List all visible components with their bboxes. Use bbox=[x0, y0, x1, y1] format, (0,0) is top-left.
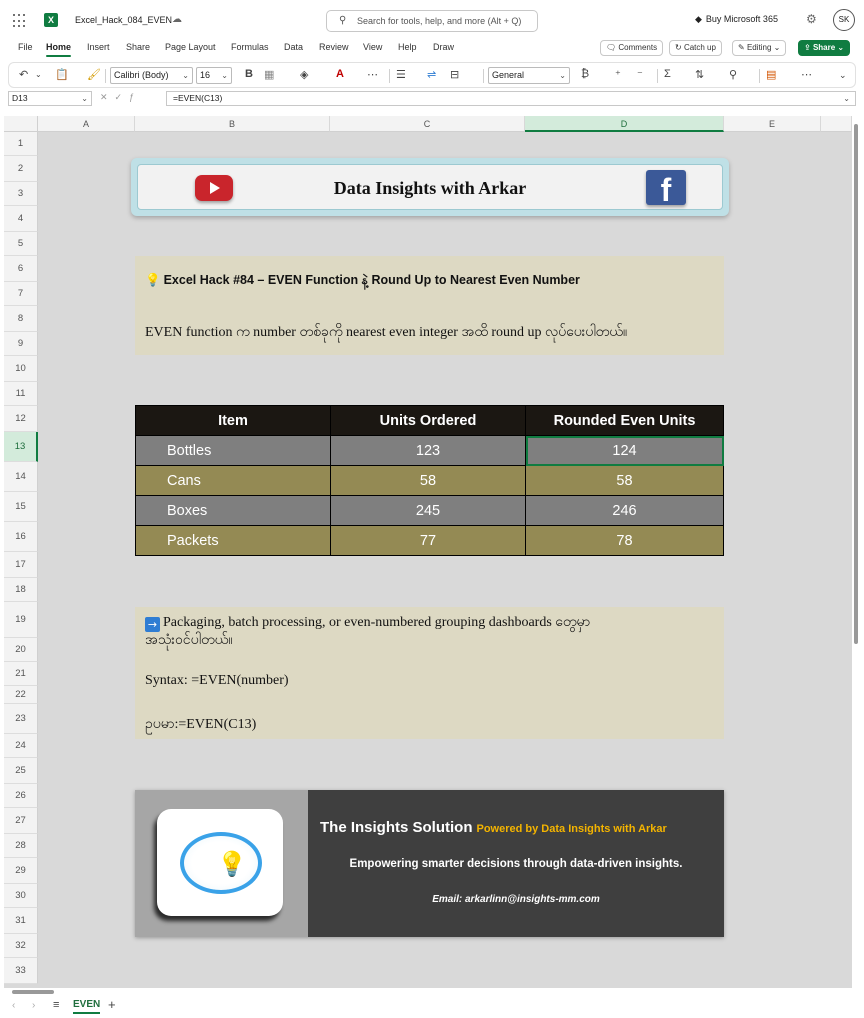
editing-label: Editing bbox=[746, 43, 772, 52]
row-header-16[interactable]: 16 bbox=[4, 522, 38, 552]
font-size-select[interactable]: 16 ⌄ bbox=[196, 67, 232, 84]
row-header-19[interactable]: 19 bbox=[4, 602, 38, 638]
banner-title: Data Insights with Arkar bbox=[333, 178, 527, 198]
row-header-23[interactable]: 23 bbox=[4, 704, 38, 734]
logo-panel bbox=[135, 790, 308, 937]
cell-even[interactable]: 78 bbox=[526, 526, 724, 556]
row-header-29[interactable]: 29 bbox=[4, 858, 38, 884]
number-format-select[interactable]: General ⌄ bbox=[488, 67, 570, 84]
app-launcher-icon[interactable] bbox=[13, 14, 27, 28]
row-header-21[interactable]: 21 bbox=[4, 662, 38, 686]
header-rounded-even-units[interactable]: Rounded Even Units bbox=[526, 406, 724, 436]
borders-icon[interactable]: ▦ bbox=[264, 69, 275, 81]
horizontal-scrollbar[interactable] bbox=[4, 988, 852, 996]
cell-item[interactable]: Boxes bbox=[136, 496, 331, 526]
intro-heading: Excel Hack #84 – EVEN Function နဲ့ Round Up to Nearest Even Number bbox=[163, 273, 580, 287]
header-units-ordered[interactable]: Units Ordered bbox=[331, 406, 526, 436]
example-text: ဥပမာ:=EVEN(C13) bbox=[145, 717, 257, 732]
fill-color-icon[interactable]: ◈ bbox=[300, 69, 309, 81]
search-placeholder: Search for tools, help, and more (Alt + Q) bbox=[357, 16, 522, 26]
row-header-17[interactable]: 17 bbox=[4, 552, 38, 578]
row-header-6[interactable]: 6 bbox=[4, 256, 38, 282]
usage-line-2: အသုံးဝင်ပါတယ်။ bbox=[145, 633, 233, 648]
find-icon[interactable]: ⚲ bbox=[729, 69, 738, 81]
all-sheets-menu-icon[interactable]: ≡ bbox=[53, 999, 60, 1011]
arrow-right-icon: → bbox=[145, 617, 160, 632]
tab-share[interactable]: Share bbox=[126, 42, 151, 52]
column-header-b[interactable]: B bbox=[135, 116, 330, 132]
worksheet-grid[interactable] bbox=[4, 116, 852, 988]
header-item[interactable]: Item bbox=[136, 406, 331, 436]
file-name[interactable]: Excel_Hack_084_EVEN bbox=[75, 15, 173, 25]
row-header-28[interactable]: 28 bbox=[4, 834, 38, 858]
tab-review[interactable]: Review bbox=[319, 42, 349, 52]
cell-item[interactable]: Packets bbox=[136, 526, 331, 556]
column-header-e[interactable]: E bbox=[724, 116, 821, 132]
font-size-value: 16 bbox=[200, 70, 211, 80]
comments-label: Comments bbox=[618, 43, 658, 52]
formula-bar bbox=[8, 91, 856, 106]
row-header-7[interactable]: 7 bbox=[4, 282, 38, 306]
logo-ring bbox=[180, 832, 262, 894]
more-options-icon[interactable]: ⋯ bbox=[801, 69, 812, 81]
catch-up-button[interactable]: ↻ Catch up bbox=[669, 40, 722, 56]
row-header-25[interactable]: 25 bbox=[4, 758, 38, 784]
undo-dropdown-icon[interactable]: ⌄ bbox=[35, 70, 42, 79]
align-icon[interactable]: ☰ bbox=[396, 69, 406, 81]
tab-insert[interactable]: Insert bbox=[87, 42, 110, 52]
column-header-d[interactable]: D bbox=[525, 116, 724, 132]
row-header-1[interactable]: 1 bbox=[4, 132, 38, 156]
formula-controls-icon[interactable]: ✕✓ƒ bbox=[100, 92, 142, 102]
row-header-9[interactable]: 9 bbox=[4, 332, 38, 356]
row-header-22[interactable]: 22 bbox=[4, 686, 38, 704]
merge-icon[interactable]: ⊟ bbox=[450, 69, 460, 81]
buy-microsoft-365-link[interactable] bbox=[695, 14, 778, 25]
row-header-18[interactable]: 18 bbox=[4, 578, 38, 602]
format-painter-icon[interactable]: 🖌 bbox=[87, 69, 101, 81]
brand-name: The Insights Solution bbox=[320, 819, 473, 836]
vertical-scroll-thumb[interactable] bbox=[854, 124, 858, 644]
column-header-f[interactable] bbox=[821, 116, 852, 132]
row-header-20[interactable]: 20 bbox=[4, 638, 38, 662]
title-bar bbox=[0, 0, 864, 40]
tab-home[interactable]: Home bbox=[46, 42, 72, 52]
row-header-31[interactable]: 31 bbox=[4, 908, 38, 934]
cell-even[interactable]: 246 bbox=[526, 496, 724, 526]
cell-units[interactable]: 58 bbox=[331, 466, 526, 496]
lightbulb-icon: 💡 bbox=[145, 273, 161, 287]
row-header-12[interactable]: 12 bbox=[4, 406, 38, 432]
row-header-26[interactable]: 26 bbox=[4, 784, 38, 808]
font-color-icon[interactable]: A bbox=[336, 68, 344, 80]
row-header-15[interactable]: 15 bbox=[4, 492, 38, 522]
name-box[interactable]: D13 ⌄ bbox=[8, 91, 92, 106]
settings-gear-icon[interactable]: ⚙ bbox=[806, 12, 817, 26]
conditional-format-icon[interactable]: ▤ bbox=[766, 69, 777, 81]
share-label: Share bbox=[812, 43, 836, 52]
brand-powered: Powered by Data Insights with Arkar bbox=[476, 823, 667, 835]
sort-filter-icon[interactable]: ⇅ bbox=[695, 69, 705, 81]
currency-format-icon[interactable]: ₿ bbox=[581, 68, 590, 80]
column-header-a[interactable]: A bbox=[38, 116, 135, 132]
row-header-2[interactable]: 2 bbox=[4, 156, 38, 182]
diamond-icon: ◆ bbox=[695, 14, 702, 24]
brand-footer bbox=[135, 790, 724, 937]
search-box[interactable] bbox=[326, 10, 538, 32]
cell-units[interactable]: 77 bbox=[331, 526, 526, 556]
row-header-11[interactable]: 11 bbox=[4, 382, 38, 406]
comments-button[interactable]: 🗨 Comments bbox=[600, 40, 663, 56]
data-table bbox=[135, 405, 724, 556]
bold-icon[interactable]: B bbox=[245, 68, 253, 80]
row-header-4[interactable]: 4 bbox=[4, 206, 38, 232]
syntax-text: Syntax: =EVEN(number) bbox=[145, 673, 289, 688]
cell-units[interactable]: 123 bbox=[331, 436, 526, 466]
tab-file[interactable]: File bbox=[18, 42, 33, 52]
cell-even[interactable]: 58 bbox=[526, 466, 724, 496]
cell-units[interactable]: 245 bbox=[331, 496, 526, 526]
user-avatar[interactable]: SK bbox=[833, 9, 855, 31]
tab-help[interactable]: Help bbox=[398, 42, 417, 52]
font-name-value: Calibri (Body) bbox=[114, 70, 169, 80]
more-font-options-icon[interactable]: ⋯ bbox=[367, 69, 378, 81]
row-header-30[interactable]: 30 bbox=[4, 884, 38, 908]
table-row bbox=[136, 526, 724, 556]
intro-note bbox=[135, 256, 724, 355]
brand-text-panel bbox=[308, 790, 724, 937]
name-box-value: D13 bbox=[12, 93, 28, 103]
home-toolbar bbox=[8, 62, 856, 88]
row-header-32[interactable]: 32 bbox=[4, 934, 38, 958]
font-name-select[interactable]: Calibri (Body) ⌄ bbox=[110, 67, 193, 84]
sheet-tab-even[interactable]: EVEN bbox=[73, 999, 101, 1010]
row-header-24[interactable]: 24 bbox=[4, 734, 38, 758]
number-format-value: General bbox=[492, 70, 525, 80]
usage-line-1: Packaging, batch processing, or even-numbered grouping dashboards တွေမှာ bbox=[163, 615, 591, 630]
title-banner bbox=[131, 158, 729, 216]
row-header-33[interactable]: 33 bbox=[4, 958, 38, 984]
cell-even-active[interactable]: 124 bbox=[526, 436, 724, 466]
logo-card bbox=[157, 809, 283, 916]
table-row bbox=[136, 496, 724, 526]
tab-page-layout[interactable]: Page Layout bbox=[165, 42, 216, 52]
add-sheet-icon[interactable]: + bbox=[108, 997, 116, 1012]
lightbulb-logo-icon: 💡 bbox=[217, 851, 247, 878]
prev-sheet-icon[interactable]: ‹ bbox=[12, 1000, 16, 1011]
row-header-14[interactable]: 14 bbox=[4, 462, 38, 492]
brand-email: Email: arkarlinn@insights-mm.com bbox=[432, 894, 600, 905]
excel-logo-icon: X bbox=[44, 13, 58, 27]
formula-input[interactable]: =EVEN(C13) ⌄ bbox=[166, 91, 856, 106]
catch-up-label: Catch up bbox=[683, 43, 716, 52]
row-header-10[interactable]: 10 bbox=[4, 356, 38, 382]
row-header-5[interactable]: 5 bbox=[4, 232, 38, 256]
cell-item[interactable]: Cans bbox=[136, 466, 331, 496]
editing-mode-button[interactable]: ✎ Editing ⌄ bbox=[732, 40, 786, 56]
table-row bbox=[136, 466, 724, 496]
column-header-c[interactable]: C bbox=[330, 116, 525, 132]
search-icon: ⚲ bbox=[339, 15, 347, 26]
tab-draw[interactable]: Draw bbox=[433, 42, 455, 52]
row-header-3[interactable]: 3 bbox=[4, 182, 38, 206]
cell-item[interactable]: Bottles bbox=[136, 436, 331, 466]
banner-inner bbox=[137, 164, 723, 210]
row-header-8[interactable]: 8 bbox=[4, 306, 38, 332]
table-row bbox=[136, 436, 724, 466]
paste-icon[interactable]: 📋 bbox=[55, 69, 69, 81]
row-header-27[interactable]: 27 bbox=[4, 808, 38, 834]
share-button[interactable]: ⇪ Share ⌄ bbox=[798, 40, 850, 56]
tab-formulas[interactable]: Formulas bbox=[231, 42, 269, 52]
next-sheet-icon[interactable]: › bbox=[32, 1000, 36, 1011]
intro-body: EVEN function က number တစ်ခုကို nearest even integer အထိ round up လုပ်ပေးပါတယ်။ bbox=[145, 325, 628, 340]
tab-data[interactable]: Data bbox=[284, 42, 304, 52]
row-header-13[interactable]: 13 bbox=[4, 432, 38, 462]
brand-tagline: Empowering smarter decisions through data-driven insights. bbox=[349, 858, 683, 870]
wrap-text-icon[interactable]: ⇌ bbox=[427, 69, 437, 81]
formula-value: =EVEN(C13) bbox=[173, 93, 223, 103]
usage-note bbox=[135, 607, 724, 739]
increase-decimal-icon[interactable]: ⁺ bbox=[615, 69, 621, 81]
undo-icon[interactable]: ↶ bbox=[19, 69, 29, 81]
table-header-row bbox=[136, 406, 724, 436]
expand-toolbar-icon[interactable]: ⌄ bbox=[839, 70, 847, 80]
select-all-corner[interactable] bbox=[4, 116, 38, 132]
vertical-scrollbar[interactable] bbox=[852, 116, 860, 988]
autosum-icon[interactable]: Σ bbox=[664, 68, 671, 80]
horizontal-scroll-thumb[interactable] bbox=[12, 990, 54, 994]
facebook-icon: f bbox=[646, 170, 686, 205]
tab-view[interactable]: View bbox=[363, 42, 383, 52]
decrease-decimal-icon[interactable]: ⁻ bbox=[637, 69, 643, 81]
buy-label: Buy Microsoft 365 bbox=[705, 14, 778, 24]
cloud-saved-icon: ☁ bbox=[172, 14, 182, 25]
sheet-tab-bar bbox=[0, 996, 864, 1018]
